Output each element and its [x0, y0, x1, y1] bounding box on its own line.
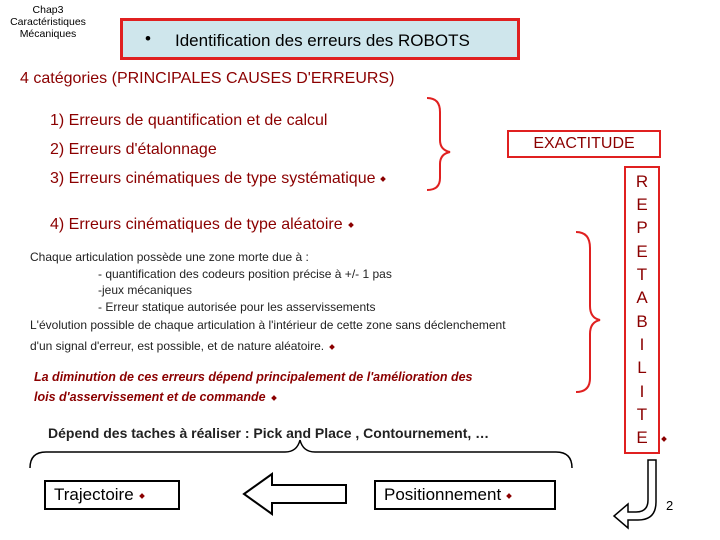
page-title: Identification des erreurs des ROBOTS: [175, 31, 470, 50]
rep-letter: R: [635, 171, 649, 191]
detail-line-3: -jeux mécaniques: [98, 283, 193, 297]
rep-letter: T: [636, 404, 648, 424]
item-4-text: 4) Erreurs cinématiques de type aléatoire: [50, 216, 343, 233]
chapter-label: [4, 4, 92, 40]
positionnement-label: Positionnement: [384, 485, 502, 504]
rep-letter: E: [636, 194, 648, 214]
detail-line-6: [30, 339, 334, 353]
rep-letter: E: [636, 241, 648, 261]
bullet-dot-icon: [329, 344, 335, 350]
chapter-line-1: Chap3: [32, 4, 64, 16]
italic-note-line-1: La diminution de ces erreurs dépend principalement de l'amélioration des: [34, 370, 473, 384]
trajectoire-label: Trajectoire: [54, 485, 134, 504]
dependance-text: Dépend des taches à réaliser : Pick and Place , Contournement, …: [48, 425, 490, 441]
item-1: 1) Erreurs de quantification et de calcul: [50, 112, 328, 129]
rep-letter: I: [639, 381, 645, 401]
detail-line-2: - quantification des codeurs position précise à +/- 1 pas: [98, 267, 392, 281]
bullet-dot-icon: [381, 176, 387, 182]
rep-letter: A: [636, 288, 648, 308]
item-2: 2) Erreurs d'étalonnage: [50, 141, 217, 158]
bullet-dot-icon: [348, 222, 354, 228]
italic-note-line-2: [34, 390, 276, 404]
title-bullet: •: [145, 29, 151, 48]
brace-right-icon: [576, 232, 600, 392]
repetabilite-box: [624, 166, 660, 454]
detail-line-4: - Erreur statique autorisée pour les asservissements: [98, 300, 376, 314]
detail-line-6-text: d'un signal d'erreur, est possible, et de nature aléatoire.: [30, 339, 325, 353]
bullet-dot-icon: [661, 436, 667, 442]
chapter-line-3: Mécaniques: [19, 28, 77, 40]
rep-letter: P: [636, 218, 648, 238]
categories-heading: 4 catégories (PRINCIPALES CAUSES D'ERREURS): [20, 70, 395, 87]
bullet-dot-icon: [271, 395, 277, 401]
brace-horizontal-icon: [30, 440, 572, 468]
exactitude-box: EXACTITUDE: [507, 130, 661, 158]
bullet-dot-icon: [139, 493, 145, 499]
rep-letter: I: [639, 334, 645, 354]
detail-line-1: Chaque articulation possède une zone morte due à :: [30, 250, 309, 264]
item-4: [50, 216, 353, 234]
positionnement-box: [374, 480, 556, 510]
item-3: [50, 170, 385, 188]
detail-line-5: L'évolution possible de chaque articulation à l'intérieur de cette zone sans déclenchement: [30, 318, 506, 332]
uturn-arrow-icon: [614, 460, 656, 528]
rep-letter: B: [636, 311, 648, 331]
title-box: [120, 18, 520, 60]
item-3-text: 3) Erreurs cinématiques de type systématique: [50, 170, 376, 187]
rep-letter: T: [636, 264, 648, 284]
rep-letter: E: [636, 428, 648, 448]
italic-note-line-2-text: lois d'asservissement et de commande: [34, 390, 266, 404]
page-number: 2: [666, 498, 674, 513]
left-arrow-icon: [244, 474, 346, 514]
chapter-line-2: Caractéristiques: [10, 16, 86, 28]
brace-right-icon: [427, 98, 450, 190]
rep-letter: L: [637, 358, 647, 378]
bullet-dot-icon: [506, 493, 512, 499]
trajectoire-box: [44, 480, 180, 510]
